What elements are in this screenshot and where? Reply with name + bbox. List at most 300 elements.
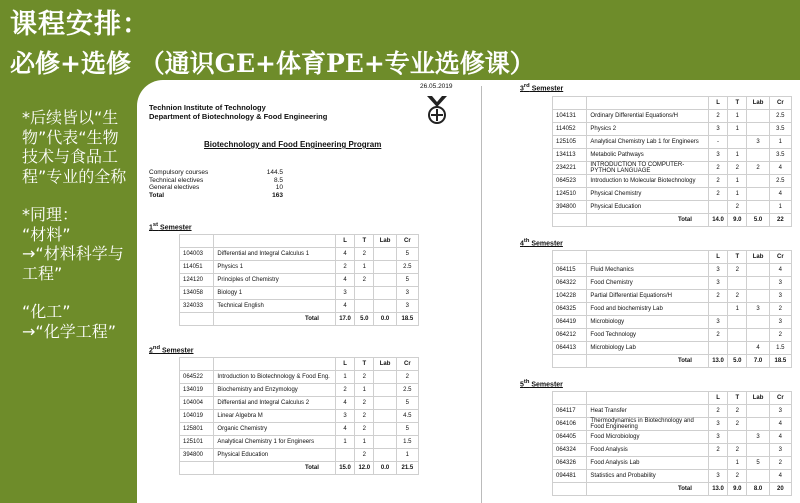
course-row	[180, 436, 419, 449]
course-row	[553, 201, 792, 214]
course-number: 064115	[553, 264, 587, 277]
summary-label: Total	[149, 191, 165, 199]
department-name: Department of Biotechnology & Food Engineering	[149, 112, 328, 121]
course-name: Food Chemistry	[587, 277, 709, 290]
lecture-hours: 3	[708, 277, 727, 290]
course-number: 134113	[553, 149, 587, 162]
col-header-lab: Lab	[374, 235, 396, 248]
course-number: 124120	[180, 274, 214, 287]
column-header-row	[180, 358, 419, 371]
course-row	[180, 287, 419, 300]
summary-row	[149, 169, 283, 177]
course-number: 064325	[553, 303, 587, 316]
lab-hours	[747, 264, 769, 277]
tutorial-hours: 1	[728, 175, 747, 188]
course-name: INTRODUCTION TO COMPUTER-PYTHON LANGUAGE	[587, 162, 709, 175]
course-name: Differential and Integral Calculus 1	[214, 248, 336, 261]
summary-value: 163	[272, 191, 283, 199]
course-number: 064324	[553, 444, 587, 457]
course-number: 394800	[553, 201, 587, 214]
lab-hours: 2	[747, 162, 769, 175]
credits: 4	[769, 264, 791, 277]
slide-title: 课程安排：	[10, 9, 150, 40]
lab-hours	[747, 201, 769, 214]
course-name: Organic Chemistry	[214, 423, 336, 436]
tutorial-hours: 2	[355, 371, 374, 384]
course-name: Linear Algebra M	[214, 410, 336, 423]
credits: 2	[396, 371, 418, 384]
credits: 2	[769, 457, 791, 470]
course-number: 064405	[553, 431, 587, 444]
tutorial-hours: 1	[728, 188, 747, 201]
course-row	[553, 342, 792, 355]
tutorial-hours: 1	[355, 261, 374, 274]
course-row	[553, 175, 792, 188]
course-number: 125801	[180, 423, 214, 436]
lab-hours	[747, 149, 769, 162]
tutorial-hours: 1	[728, 123, 747, 136]
tutorial-hours	[728, 136, 747, 149]
course-row	[180, 423, 419, 436]
col-header-tutorial: T	[728, 392, 747, 405]
col-header-lab: Lab	[747, 392, 769, 405]
course-row	[553, 110, 792, 123]
col-header-credits: Cr	[769, 251, 791, 264]
lecture-hours: 2	[335, 261, 354, 274]
lab-hours	[374, 410, 396, 423]
course-row	[180, 261, 419, 274]
col-header-tutorial: T	[355, 358, 374, 371]
credits: 5	[396, 423, 418, 436]
course-number: 104131	[553, 110, 587, 123]
lecture-hours: 4	[335, 397, 354, 410]
course-row	[553, 290, 792, 303]
total-credits: 18.5	[396, 313, 418, 326]
course-name: Principles of Chemistry	[214, 274, 336, 287]
course-name: Analytical Chemistry 1 for Engineers	[214, 436, 336, 449]
course-name: Thermodynamics in Biotechnology and Food Engineering	[587, 418, 709, 431]
course-row	[553, 188, 792, 201]
tutorial-hours: 2	[728, 444, 747, 457]
credits: 5	[396, 397, 418, 410]
credits: 4	[769, 418, 791, 431]
semester-2-heading: 2nd Semester	[149, 345, 194, 355]
course-number: 064326	[553, 457, 587, 470]
lab-hours: 3	[747, 303, 769, 316]
course-name: Physical Education	[587, 201, 709, 214]
lab-hours	[747, 290, 769, 303]
lab-hours	[747, 277, 769, 290]
lab-hours	[374, 300, 396, 313]
course-row	[553, 470, 792, 483]
course-name: Food Microbiology	[587, 431, 709, 444]
tutorial-hours: 2	[355, 410, 374, 423]
summary-row-total	[149, 192, 283, 200]
lecture-hours	[708, 201, 727, 214]
course-row	[553, 277, 792, 290]
side-notes	[22, 108, 132, 360]
course-name: Biology 1	[214, 287, 336, 300]
course-name: Differential and Integral Calculus 2	[214, 397, 336, 410]
summary-value: 10	[275, 184, 283, 191]
course-name: Technical English	[214, 300, 336, 313]
semester-3-heading: 3rd Semester	[520, 83, 564, 93]
total-row	[553, 483, 792, 496]
course-name: Ordinary Differential Equations/H	[587, 110, 709, 123]
course-number: 114052	[553, 123, 587, 136]
course-row	[553, 457, 792, 470]
course-number: 394800	[180, 449, 214, 462]
course-name: Analytical Chemistry Lab 1 for Engineers	[587, 136, 709, 149]
lab-hours	[747, 405, 769, 418]
course-number: 064212	[553, 329, 587, 342]
document-header	[149, 103, 327, 121]
course-row	[180, 371, 419, 384]
col-header-tutorial: T	[728, 97, 747, 110]
col-header-tutorial: T	[355, 235, 374, 248]
semester-2-table	[179, 357, 419, 475]
col-header-lecture: L	[708, 97, 727, 110]
lab-hours	[747, 123, 769, 136]
program-title: Biotechnology and Food Engineering Program	[204, 140, 382, 149]
course-name: Microbiology	[587, 316, 709, 329]
course-name: Heat Transfer	[587, 405, 709, 418]
lecture-hours: 3	[708, 470, 727, 483]
note-chemical: “化工” →“化学工程”	[22, 302, 116, 341]
summary-value: 144.5	[266, 169, 283, 176]
tutorial-hours: 2	[355, 449, 374, 462]
course-name: Introduction to Molecular Biotechnology	[587, 175, 709, 188]
tutorial-hours: 2	[355, 423, 374, 436]
lecture-hours: 3	[708, 264, 727, 277]
col-header-lab: Lab	[747, 251, 769, 264]
total-label: Total	[214, 313, 336, 326]
summary-label: Compulsory courses	[149, 169, 209, 176]
credits-summary	[149, 169, 283, 199]
semester-3-table	[552, 96, 792, 227]
course-number: 125101	[180, 436, 214, 449]
summary-row	[149, 184, 283, 192]
course-name: Physical Chemistry	[587, 188, 709, 201]
credits: 4	[769, 431, 791, 444]
total-credits: 20	[769, 483, 791, 496]
semester-4-heading: 4th Semester	[520, 238, 563, 248]
course-name: Food Technology	[587, 329, 709, 342]
course-number: 104004	[180, 397, 214, 410]
summary-value: 8.5	[273, 176, 283, 184]
slide-subtitle: 必修+选修 （通识GE+体育PE+专业选修课）	[10, 49, 535, 78]
course-name: Biochemistry and Enzymology	[214, 384, 336, 397]
lecture-hours: 1	[335, 371, 354, 384]
credits: 2.5	[396, 384, 418, 397]
lab-hours	[374, 397, 396, 410]
total-credits: 18.5	[769, 355, 791, 368]
total-lecture: 13.0	[708, 355, 727, 368]
summary-label: General electives	[149, 184, 200, 191]
lab-hours	[374, 261, 396, 274]
course-name: Physical Education	[214, 449, 336, 462]
course-name: Microbiology Lab	[587, 342, 709, 355]
lab-hours	[374, 287, 396, 300]
semester-4-table	[552, 250, 792, 368]
course-number: 064413	[553, 342, 587, 355]
course-name: Metabolic Pathways	[587, 149, 709, 162]
lecture-hours: 2	[708, 110, 727, 123]
summary-label: Technical electives	[149, 176, 204, 184]
col-header-lecture: L	[708, 251, 727, 264]
credits: 2	[769, 329, 791, 342]
course-name: Food Analysis	[587, 444, 709, 457]
col-header-lab: Lab	[374, 358, 396, 371]
lab-hours	[747, 175, 769, 188]
course-name: Food and biochemistry Lab	[587, 303, 709, 316]
lecture-hours: 4	[335, 300, 354, 313]
credits: 4	[769, 188, 791, 201]
lab-hours	[747, 110, 769, 123]
course-row	[553, 329, 792, 342]
tutorial-hours: 2	[355, 248, 374, 261]
total-lecture: 15.0	[335, 462, 354, 475]
course-number: 064419	[553, 316, 587, 329]
column-header-row	[553, 251, 792, 264]
course-number: 125105	[553, 136, 587, 149]
credits: 2	[769, 303, 791, 316]
total-credits: 21.5	[396, 462, 418, 475]
curriculum-document	[137, 80, 800, 503]
total-lab: 8.0	[747, 483, 769, 496]
course-row	[553, 149, 792, 162]
lecture-hours	[708, 457, 727, 470]
summary-row	[149, 177, 283, 185]
col-header-lecture: L	[335, 358, 354, 371]
lab-hours: 4	[747, 342, 769, 355]
credits: 3.5	[769, 123, 791, 136]
credits: 3	[396, 300, 418, 313]
course-number: 064523	[553, 175, 587, 188]
credits: 3	[769, 405, 791, 418]
credits: 1.5	[396, 436, 418, 449]
tutorial-hours: 1	[728, 110, 747, 123]
total-row	[553, 355, 792, 368]
lab-hours	[374, 371, 396, 384]
course-row	[553, 405, 792, 418]
lab-hours	[747, 418, 769, 431]
course-row	[553, 316, 792, 329]
lecture-hours: 2	[708, 444, 727, 457]
lab-hours: 3	[747, 136, 769, 149]
tutorial-hours: 2	[728, 470, 747, 483]
total-tutorial: 5.0	[355, 313, 374, 326]
credits: 3	[769, 290, 791, 303]
lab-hours	[747, 329, 769, 342]
credits: 1	[769, 136, 791, 149]
course-number: 324033	[180, 300, 214, 313]
lecture-hours: 4	[335, 423, 354, 436]
course-row	[180, 397, 419, 410]
total-label: Total	[214, 462, 336, 475]
tutorial-hours: 2	[728, 405, 747, 418]
total-label: Total	[587, 355, 709, 368]
semester-1-heading: 1st Semester	[149, 222, 192, 232]
credits: 4.5	[396, 410, 418, 423]
credits: 1	[769, 201, 791, 214]
total-lab: 7.0	[747, 355, 769, 368]
lecture-hours: 3	[708, 123, 727, 136]
lab-hours	[374, 436, 396, 449]
column-header-row	[180, 235, 419, 248]
lecture-hours	[708, 303, 727, 316]
lab-hours	[374, 248, 396, 261]
course-number: 064522	[180, 371, 214, 384]
course-row	[553, 444, 792, 457]
lecture-hours: 2	[708, 175, 727, 188]
tutorial-hours: 1	[728, 457, 747, 470]
credits: 1	[396, 449, 418, 462]
tutorial-hours	[728, 342, 747, 355]
course-number: 234221	[553, 162, 587, 175]
course-name: Introduction to Biotechnology & Food Eng.	[214, 371, 336, 384]
lab-hours	[747, 316, 769, 329]
tutorial-hours	[728, 277, 747, 290]
credits: 1.5	[769, 342, 791, 355]
tutorial-hours: 1	[728, 303, 747, 316]
lecture-hours: 3	[708, 431, 727, 444]
note-materials: *同理： “材料” →“材料科学与工程”	[22, 205, 124, 283]
tutorial-hours: 2	[355, 274, 374, 287]
semester-5-heading: 5th Semester	[520, 379, 563, 389]
course-number: 064322	[553, 277, 587, 290]
col-header-lab: Lab	[747, 97, 769, 110]
total-tutorial: 9.0	[728, 483, 747, 496]
course-number: 114051	[180, 261, 214, 274]
lecture-hours: 3	[708, 149, 727, 162]
tutorial-hours	[728, 329, 747, 342]
credits: 3.5	[769, 149, 791, 162]
tutorial-hours: 2	[728, 162, 747, 175]
lab-hours	[747, 444, 769, 457]
course-number: 064117	[553, 405, 587, 418]
course-number: 124510	[553, 188, 587, 201]
col-header-credits: Cr	[396, 358, 418, 371]
course-name: Partial Differential Equations/H	[587, 290, 709, 303]
credits: 2.5	[769, 110, 791, 123]
lecture-hours: -	[708, 136, 727, 149]
tutorial-hours	[355, 287, 374, 300]
total-tutorial: 12.0	[355, 462, 374, 475]
lecture-hours: 1	[335, 436, 354, 449]
page-right	[482, 80, 800, 503]
tutorial-hours: 2	[355, 397, 374, 410]
col-header-tutorial: T	[728, 251, 747, 264]
lab-hours	[374, 274, 396, 287]
tutorial-hours	[728, 316, 747, 329]
col-header-credits: Cr	[396, 235, 418, 248]
total-row	[180, 313, 419, 326]
document-date: 26.05.2019	[420, 83, 453, 90]
credits: 3	[769, 277, 791, 290]
lecture-hours: 3	[335, 410, 354, 423]
lecture-hours: 2	[708, 290, 727, 303]
col-header-credits: Cr	[769, 97, 791, 110]
total-tutorial: 5.0	[728, 355, 747, 368]
course-row	[553, 303, 792, 316]
course-number: 134019	[180, 384, 214, 397]
course-row	[180, 410, 419, 423]
course-number: 104003	[180, 248, 214, 261]
credits: 3	[769, 316, 791, 329]
lab-hours	[747, 470, 769, 483]
lab-hours	[374, 384, 396, 397]
course-row	[553, 431, 792, 444]
column-header-row	[553, 97, 792, 110]
tutorial-hours: 1	[355, 384, 374, 397]
total-row	[180, 462, 419, 475]
total-lecture: 17.0	[335, 313, 354, 326]
tutorial-hours: 1	[728, 149, 747, 162]
page-left	[137, 80, 481, 503]
col-header-lecture: L	[708, 392, 727, 405]
lab-hours	[374, 449, 396, 462]
course-name: Food Analysis Lab	[587, 457, 709, 470]
lecture-hours: 2	[335, 384, 354, 397]
tutorial-hours: 2	[728, 290, 747, 303]
semester-5-table	[552, 391, 792, 496]
total-lecture: 14.0	[708, 214, 727, 227]
course-number: 104228	[553, 290, 587, 303]
course-name: Physics 1	[214, 261, 336, 274]
lecture-hours: 4	[335, 274, 354, 287]
semester-1-table	[179, 234, 419, 326]
lecture-hours: 4	[335, 248, 354, 261]
credits: 5	[396, 274, 418, 287]
course-row	[180, 300, 419, 313]
credits: 4	[769, 162, 791, 175]
technion-logo-icon	[425, 93, 449, 125]
course-row	[180, 449, 419, 462]
course-row	[553, 162, 792, 175]
tutorial-hours: 2	[728, 201, 747, 214]
lecture-hours: 2	[708, 405, 727, 418]
course-name: Fluid Mechanics	[587, 264, 709, 277]
course-number: 104019	[180, 410, 214, 423]
course-number: 064106	[553, 418, 587, 431]
col-header-lecture: L	[335, 235, 354, 248]
lab-hours: 3	[747, 431, 769, 444]
total-row	[553, 214, 792, 227]
course-number: 134058	[180, 287, 214, 300]
course-row	[553, 264, 792, 277]
note-biology: *后续皆以“生物”代表“生物技术与食品工程”专业的全称	[22, 108, 127, 186]
total-lab: 0.0	[374, 313, 396, 326]
credits: 2.5	[396, 261, 418, 274]
lab-hours	[747, 188, 769, 201]
tutorial-hours	[728, 431, 747, 444]
lecture-hours: 3	[708, 418, 727, 431]
total-label: Total	[587, 214, 709, 227]
course-row	[180, 248, 419, 261]
lecture-hours	[708, 342, 727, 355]
tutorial-hours: 2	[728, 264, 747, 277]
credits: 2.5	[769, 175, 791, 188]
course-row	[180, 274, 419, 287]
course-row	[553, 418, 792, 431]
total-label: Total	[587, 483, 709, 496]
course-row	[180, 384, 419, 397]
total-lecture: 13.0	[708, 483, 727, 496]
lecture-hours: 2	[708, 162, 727, 175]
total-credits: 22	[769, 214, 791, 227]
lab-hours: 5	[747, 457, 769, 470]
